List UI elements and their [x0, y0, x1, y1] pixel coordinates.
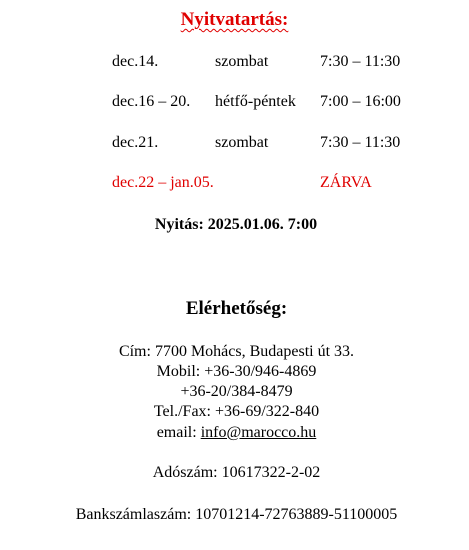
schedule-row: [0, 134, 469, 154]
mobile-line: Mobil: +36-30/946-4869: [156, 363, 317, 380]
reopening-notice: Nyitás: 2025.01.06. 7:00: [154, 216, 318, 233]
schedule-date: dec.16 – 20.: [112, 93, 191, 110]
schedule-hours: 7:00 – 16:00: [320, 93, 401, 110]
schedule-days: hétfő-péntek: [215, 93, 296, 110]
mobile-line-2: +36-20/384-8479: [180, 383, 293, 400]
bank-account-line: Bankszámlaszám: 10701214-72763889-51100005: [75, 506, 398, 523]
schedule-days: szombat: [215, 53, 269, 70]
schedule-date: dec.21.: [112, 134, 159, 151]
schedule-date: dec.14.: [112, 53, 159, 70]
tax-number-line: Adószám: 10617322-2-02: [152, 464, 321, 481]
schedule-row: [0, 93, 469, 113]
schedule-days: szombat: [215, 134, 269, 151]
contact-title: Elérhetőség:: [185, 298, 288, 319]
opening-hours-title: [0, 9, 469, 31]
schedule-hours: 7:30 – 11:30: [320, 53, 401, 70]
address-line: Cím: 7700 Mohács, Budapesti út 33.: [118, 343, 355, 360]
email-link[interactable]: info@marocco.hu: [200, 424, 317, 441]
email-label: email:: [156, 424, 201, 441]
schedule-row-closed: [0, 174, 469, 194]
email-line: [0, 424, 469, 442]
schedule-row: [0, 53, 469, 73]
closed-status: ZÁRVA: [320, 174, 372, 191]
opening-hours-title-text: Nyitvatartás:: [180, 9, 289, 30]
telfax-line: Tel./Fax: +36-69/322-840: [153, 403, 320, 420]
schedule-hours: 7:30 – 11:30: [320, 134, 401, 151]
schedule-date: dec.22 – jan.05.: [112, 174, 214, 191]
